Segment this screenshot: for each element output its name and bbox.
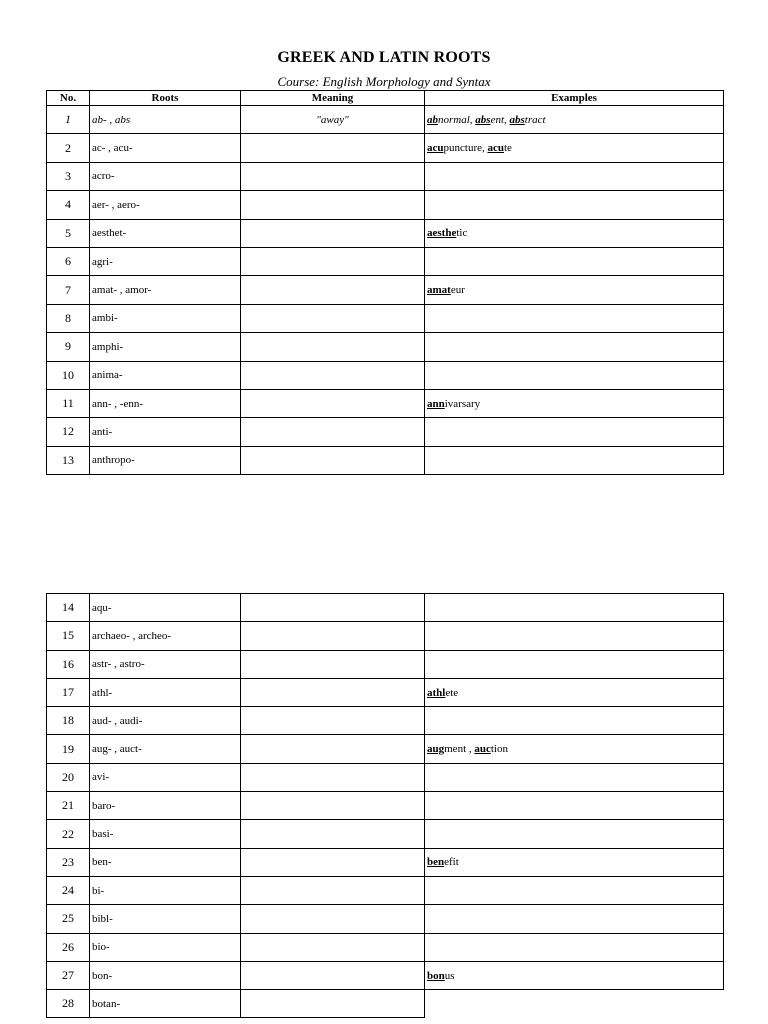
root-cell: ann- , -enn- bbox=[90, 389, 241, 417]
example-text: tract bbox=[524, 113, 546, 126]
meaning-cell bbox=[241, 961, 425, 989]
meaning-cell bbox=[241, 905, 425, 933]
table-row bbox=[47, 650, 724, 678]
root-cell: bio- bbox=[90, 933, 241, 961]
examples-cell bbox=[425, 304, 724, 332]
root-highlight: amat bbox=[427, 284, 451, 297]
root-number: 28 bbox=[47, 990, 90, 1018]
examples-cell bbox=[425, 219, 724, 247]
table-row bbox=[47, 622, 724, 650]
root-cell: aqu- bbox=[90, 594, 241, 622]
example-text: ent, bbox=[490, 113, 510, 126]
meaning-cell bbox=[241, 333, 425, 361]
meaning-cell bbox=[241, 191, 425, 219]
examples-cell bbox=[425, 418, 724, 446]
table-row bbox=[47, 191, 724, 219]
examples-cell bbox=[425, 678, 724, 706]
examples-cell bbox=[425, 707, 724, 735]
header-no: No. bbox=[47, 91, 90, 106]
root-number: 2 bbox=[47, 134, 90, 162]
root-number: 24 bbox=[47, 876, 90, 904]
root-number: 16 bbox=[47, 650, 90, 678]
meaning-cell bbox=[241, 763, 425, 791]
root-cell: ab- , abs bbox=[90, 106, 241, 134]
examples-cell bbox=[425, 446, 724, 474]
meaning-cell bbox=[241, 418, 425, 446]
examples-cell bbox=[425, 134, 724, 162]
root-number: 6 bbox=[47, 247, 90, 275]
root-cell: bi- bbox=[90, 876, 241, 904]
example-text: tion bbox=[490, 743, 508, 756]
root-cell: baro- bbox=[90, 792, 241, 820]
root-highlight: ab bbox=[427, 113, 438, 126]
example-text: us bbox=[444, 969, 455, 982]
root-cell: acro- bbox=[90, 162, 241, 190]
table-row bbox=[47, 820, 724, 848]
table-row bbox=[47, 990, 724, 1018]
example-text: puncture, bbox=[443, 142, 488, 155]
examples-cell bbox=[425, 361, 724, 389]
table-row bbox=[47, 389, 724, 417]
meaning-cell bbox=[241, 707, 425, 735]
table-row bbox=[47, 361, 724, 389]
root-cell: agri- bbox=[90, 247, 241, 275]
examples-cell bbox=[425, 276, 724, 304]
meaning-cell bbox=[241, 219, 425, 247]
root-number: 7 bbox=[47, 276, 90, 304]
table-row bbox=[47, 418, 724, 446]
table-row bbox=[47, 219, 724, 247]
root-number: 21 bbox=[47, 792, 90, 820]
examples-cell bbox=[425, 905, 724, 933]
root-number: 20 bbox=[47, 763, 90, 791]
root-cell: athl- bbox=[90, 678, 241, 706]
root-number: 9 bbox=[47, 333, 90, 361]
root-cell: bon- bbox=[90, 961, 241, 989]
table-row bbox=[47, 247, 724, 275]
examples-cell bbox=[425, 162, 724, 190]
root-number: 10 bbox=[47, 361, 90, 389]
root-number: 26 bbox=[47, 933, 90, 961]
root-cell: bibl- bbox=[90, 905, 241, 933]
example-text: ivarsary bbox=[444, 397, 481, 410]
examples-cell bbox=[425, 191, 724, 219]
root-number: 11 bbox=[47, 389, 90, 417]
examples-cell bbox=[425, 763, 724, 791]
header-roots: Roots bbox=[90, 91, 241, 106]
root-number: 12 bbox=[47, 418, 90, 446]
table-row bbox=[47, 735, 724, 763]
root-number: 27 bbox=[47, 961, 90, 989]
meaning-cell bbox=[241, 134, 425, 162]
meaning-cell bbox=[241, 678, 425, 706]
header-examples: Examples bbox=[425, 91, 724, 106]
meaning-cell bbox=[241, 792, 425, 820]
root-cell: aesthet- bbox=[90, 219, 241, 247]
document-title: GREEK AND LATIN ROOTS bbox=[277, 49, 491, 66]
meaning-cell bbox=[241, 594, 425, 622]
root-number: 17 bbox=[47, 678, 90, 706]
root-highlight: acu bbox=[427, 142, 444, 155]
roots-table-part-2 bbox=[46, 593, 724, 1018]
meaning-cell bbox=[241, 446, 425, 474]
table-header-row bbox=[47, 91, 724, 106]
root-highlight: ann bbox=[427, 397, 445, 410]
table-row bbox=[47, 594, 724, 622]
roots-table-part-1 bbox=[46, 90, 724, 475]
example-text: efit bbox=[444, 856, 459, 869]
root-cell: anti- bbox=[90, 418, 241, 446]
examples-cell bbox=[425, 820, 724, 848]
root-highlight: aug bbox=[427, 743, 445, 756]
table-row bbox=[47, 678, 724, 706]
examples-cell bbox=[425, 876, 724, 904]
root-cell: ambi- bbox=[90, 304, 241, 332]
root-number: 18 bbox=[47, 707, 90, 735]
root-cell: avi- bbox=[90, 763, 241, 791]
root-number: 3 bbox=[47, 162, 90, 190]
table-row bbox=[47, 446, 724, 474]
root-number: 15 bbox=[47, 622, 90, 650]
header-meaning: Meaning bbox=[241, 91, 425, 106]
root-cell: ac- , acu- bbox=[90, 134, 241, 162]
example-text: eur bbox=[450, 284, 465, 297]
meaning-cell bbox=[241, 162, 425, 190]
root-highlight: auc bbox=[474, 743, 491, 756]
table-row bbox=[47, 876, 724, 904]
meaning-cell bbox=[241, 848, 425, 876]
root-cell: aud- , audi- bbox=[90, 707, 241, 735]
meaning-cell bbox=[241, 820, 425, 848]
root-cell: aer- , aero- bbox=[90, 191, 241, 219]
document-subtitle: Course: English Morphology and Syntax bbox=[277, 74, 491, 89]
meaning-cell bbox=[241, 276, 425, 304]
meaning-cell bbox=[241, 735, 425, 763]
table-row bbox=[47, 848, 724, 876]
root-highlight: abs bbox=[475, 113, 491, 126]
table-row bbox=[47, 707, 724, 735]
examples-cell bbox=[425, 333, 724, 361]
examples-cell bbox=[425, 106, 724, 134]
root-number: 4 bbox=[47, 191, 90, 219]
examples-cell bbox=[425, 622, 724, 650]
meaning-cell bbox=[241, 876, 425, 904]
example-text: te bbox=[503, 142, 512, 155]
root-cell: anthropo- bbox=[90, 446, 241, 474]
examples-cell bbox=[425, 247, 724, 275]
examples-cell bbox=[425, 848, 724, 876]
root-highlight: abs bbox=[509, 113, 525, 126]
meaning-cell bbox=[241, 304, 425, 332]
examples-cell bbox=[425, 792, 724, 820]
meaning-cell bbox=[241, 990, 425, 1018]
example-text: ete bbox=[445, 686, 459, 699]
table-row bbox=[47, 905, 724, 933]
examples-cell bbox=[425, 933, 724, 961]
root-number: 14 bbox=[47, 594, 90, 622]
root-cell: amat- , amor- bbox=[90, 276, 241, 304]
table-row bbox=[47, 134, 724, 162]
table-row bbox=[47, 106, 724, 134]
root-highlight: bon bbox=[427, 969, 445, 982]
examples-cell bbox=[425, 990, 724, 1018]
root-number: 25 bbox=[47, 905, 90, 933]
examples-cell bbox=[425, 594, 724, 622]
root-number: 1 bbox=[47, 106, 90, 134]
example-text: normal, bbox=[438, 113, 476, 126]
root-cell: anima- bbox=[90, 361, 241, 389]
meaning-cell bbox=[241, 622, 425, 650]
root-cell: basi- bbox=[90, 820, 241, 848]
root-number: 5 bbox=[47, 219, 90, 247]
root-highlight: ben bbox=[427, 856, 445, 869]
root-highlight: acu bbox=[487, 142, 504, 155]
table-row bbox=[47, 162, 724, 190]
root-number: 23 bbox=[47, 848, 90, 876]
table-row bbox=[47, 961, 724, 989]
meaning-cell bbox=[241, 361, 425, 389]
meaning-cell bbox=[241, 247, 425, 275]
examples-cell bbox=[425, 961, 724, 989]
table-row bbox=[47, 304, 724, 332]
root-number: 19 bbox=[47, 735, 90, 763]
examples-cell bbox=[425, 735, 724, 763]
root-cell: archaeo- , archeo- bbox=[90, 622, 241, 650]
table-row bbox=[47, 763, 724, 791]
root-cell: astr- , astro- bbox=[90, 650, 241, 678]
root-highlight: aesthe bbox=[427, 227, 457, 240]
root-number: 8 bbox=[47, 304, 90, 332]
meaning-cell bbox=[241, 389, 425, 417]
table-row bbox=[47, 792, 724, 820]
root-cell: ben- bbox=[90, 848, 241, 876]
table-row bbox=[47, 276, 724, 304]
table-row bbox=[47, 333, 724, 361]
meaning-cell: "away" bbox=[241, 106, 425, 134]
root-highlight: athl bbox=[427, 686, 446, 699]
root-cell: amphi- bbox=[90, 333, 241, 361]
root-number: 22 bbox=[47, 820, 90, 848]
root-cell: aug- , auct- bbox=[90, 735, 241, 763]
examples-cell bbox=[425, 389, 724, 417]
example-text: ment , bbox=[444, 743, 475, 756]
examples-cell bbox=[425, 650, 724, 678]
root-number: 13 bbox=[47, 446, 90, 474]
meaning-cell bbox=[241, 933, 425, 961]
meaning-cell bbox=[241, 650, 425, 678]
table-row bbox=[47, 933, 724, 961]
example-text: tic bbox=[456, 227, 468, 240]
root-cell: botan- bbox=[90, 990, 241, 1018]
